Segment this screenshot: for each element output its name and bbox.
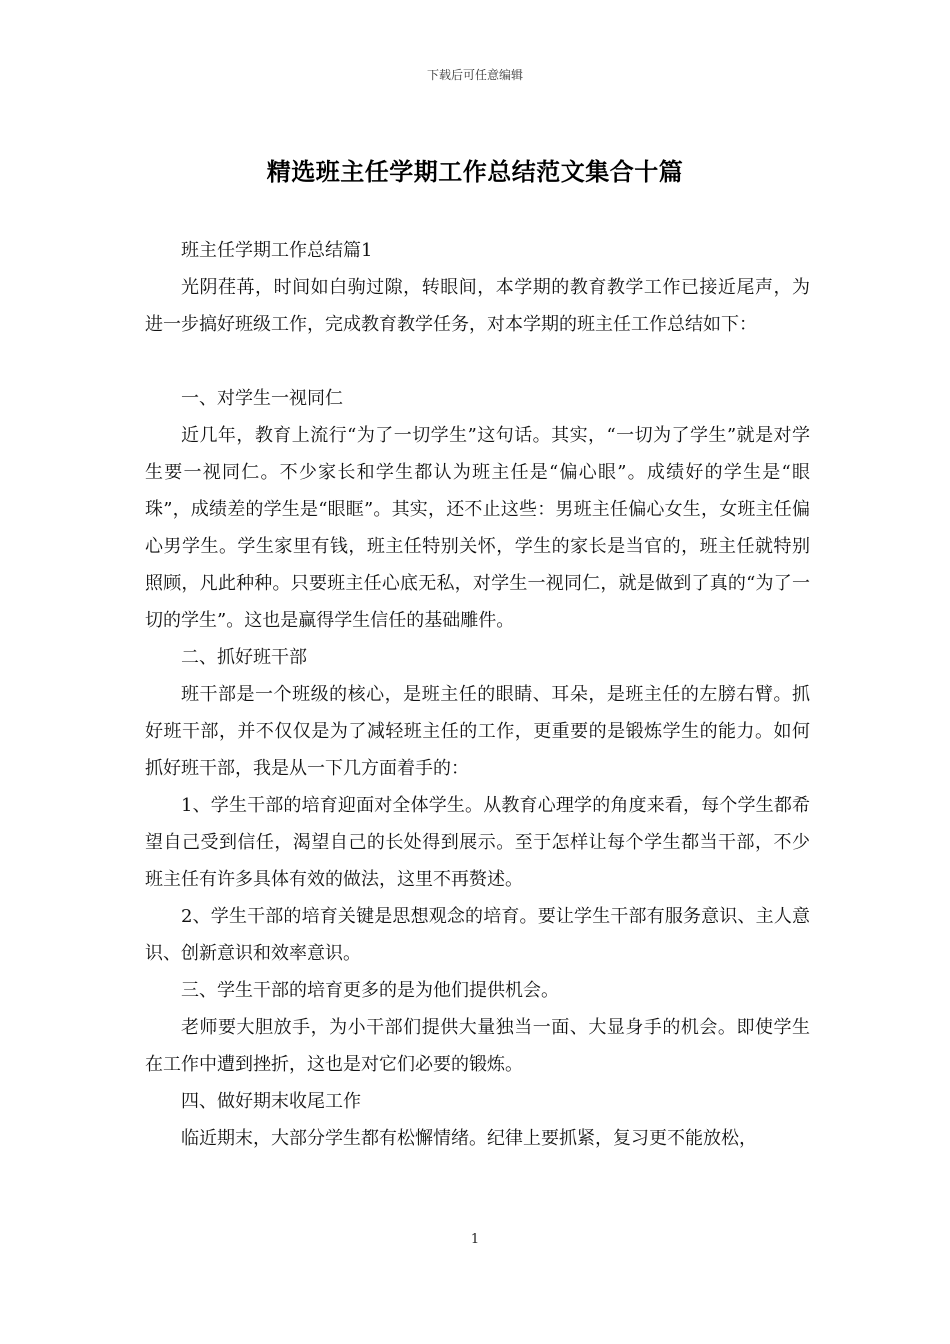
document-title: 精选班主任学期工作总结范文集合十篇 bbox=[266, 157, 684, 186]
section-heading: 一、对学生一视同仁 bbox=[181, 388, 343, 409]
header-note: 下载后可任意编辑 bbox=[426, 68, 523, 82]
paragraph: 临近期末，大部分学生都有松懈情绪。纪律上要抓紧，复习更不能放松， bbox=[181, 1128, 757, 1149]
section-heading: 四、做好期末收尾工作 bbox=[181, 1091, 361, 1112]
page-number: 1 bbox=[470, 1232, 480, 1247]
paragraph: 1、学生干部的培育迎面对全体学生。从教育心理学的角度来看，每个学生都希望自己受到信任，渴望自己的长处得到展示。至于怎样让每个学生都当干部，不少班主任有许多具体有效的做法，这里不再赘述。 bbox=[145, 795, 810, 890]
paragraph: 光阴荏苒，时间如白驹过隙，转眼间，本学期的教育教学工作已接近尾声，为进一步搞好班级工作，完成教育教学任务，对本学期的班主任工作总结如下： bbox=[145, 277, 810, 335]
section-heading: 班主任学期工作总结篇1 bbox=[181, 240, 373, 261]
paragraph: 班干部是一个班级的核心，是班主任的眼睛、耳朵，是班主任的左膀右臂。抓好班干部，并不仅仅是为了减轻班主任的工作，更重要的是锻炼学生的能力。如何抓好班干部，我是从一下几方面着手的： bbox=[145, 684, 810, 779]
paragraph: 2、学生干部的培育关键是思想观念的培育。要让学生干部有服务意识、主人意识、创新意识和效率意识。 bbox=[145, 906, 810, 964]
paragraph: 老师要大胆放手，为小干部们提供大量独当一面、大显身手的机会。即使学生在工作中遭到挫折，这也是对它们必要的锻炼。 bbox=[145, 1017, 810, 1075]
section-heading: 二、抓好班干部 bbox=[181, 647, 307, 668]
section-heading: 三、学生干部的培育更多的是为他们提供机会。 bbox=[181, 980, 559, 1001]
document-body bbox=[145, 232, 810, 1157]
paragraph: 近几年，教育上流行“为了一切学生”这句话。其实，“一切为了学生”就是对学生要一视同仁。不少家长和学生都认为班主任是“偏心眼”。成绩好的学生是“眼珠”，成绩差的学生是“眼眶”。其实，还不止这些：男班主任偏心女生，女班主任偏心男学生。学生家里有钱，班主任特别关怀，学生的家长是当官的，班主任就特别照顾，凡此种种。只要班主任心底无私，对学生一视同仁，就是做到了真的“为了一切的学生”。这也是赢得学生信任的基础雕件。 bbox=[145, 425, 810, 631]
blank-line bbox=[145, 343, 810, 380]
